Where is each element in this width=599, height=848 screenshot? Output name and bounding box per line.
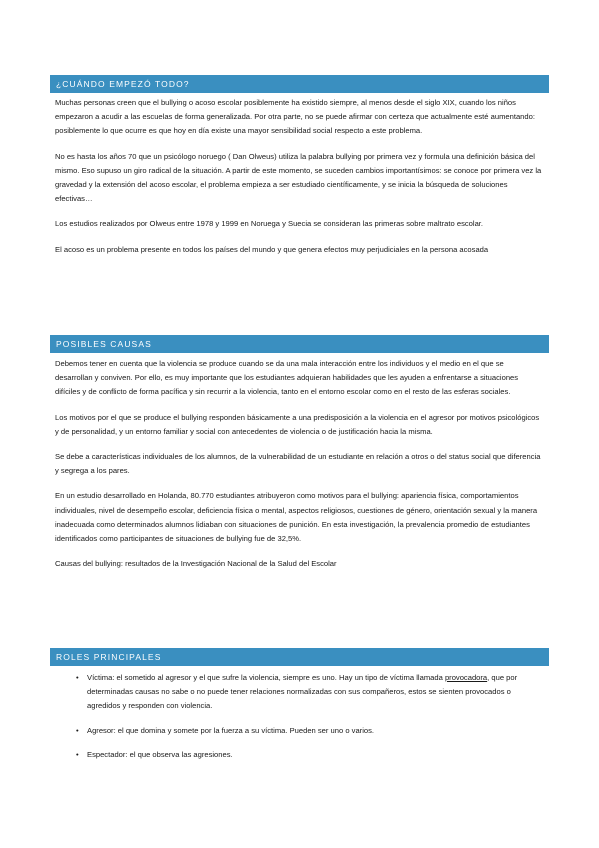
item-text: Espectador: el que observa las agresiones.: [87, 749, 233, 759]
list-item-espectador: [55, 748, 543, 762]
paragraph: Los motivos por el que se produce el bullying responden básicamente a una predisposición a la violencia en el agresor por motivos psicológicos y de personalidad, y un entorno familiar y social con antecedentes de violencia o de justificación hacia la misma.: [55, 412, 540, 436]
paragraph: No es hasta los años 70 que un psicólogo noruego ( Dan Olweus) utiliza la palabra bullying por primera vez y formula una definición básica del mismo. Eso supuso un giro radical de la situación. A partir de este momento, se suceden cambios importantísimos: se conoce por primera vez la gravedad y la extensión del acoso escolar, el problema empieza a ser estudiado científicamente, y se inicia la búsqueda de soluciones efectivas…: [55, 151, 542, 204]
paragraph: El acoso es un problema presente en todos los países del mundo y que genera efectos muy perjudiciales en la persona acosada: [55, 244, 489, 254]
section-title: ROLES PRINCIPALES: [56, 652, 162, 662]
section-header-posibles-causas: [50, 335, 549, 353]
bullet-icon: •: [76, 725, 79, 735]
section-body-roles-principales: [55, 671, 543, 772]
list-item-victima: [55, 671, 543, 714]
paragraph: En un estudio desarrollado en Holanda, 80.770 estudiantes atribuyeron como motivos para el bullying: apariencia física, comportamientos individuales, nivel de desempeño escolar, deficiencia física o mental, aspectos religiosos, cuestiones de género, orientación sexual y la manera inadecuada como determinados alumnos lidiaban con situaciones de punición. En esta investigación, la prevalencia promedio de estudiantes identificados como participantes de situaciones de bullying fue de 32,5%.: [55, 491, 538, 544]
section-header-roles-principales: [50, 648, 549, 666]
roles-list: [55, 671, 543, 762]
item-text: , que por determinadas causas no sabe o no puede tener relaciones normalizadas con sus compañeros, estos se sienten provocados o agredidos y responden con violencia.: [87, 673, 518, 711]
section-title: POSIBLES CAUSAS: [56, 339, 152, 349]
paragraph: Los estudios realizados por Olweus entre 1978 y 1999 en Noruega y Suecia se consideran las primeras sobre maltrato escolar.: [55, 219, 484, 229]
item-text: Agresor: el que domina y somete por la fuerza a su víctima. Pueden ser uno o varios.: [87, 725, 375, 735]
section-body-posibles-causas: [55, 357, 543, 571]
provocadora-link[interactable]: provocadora: [444, 673, 488, 682]
paragraph: Debemos tener en cuenta que la violencia se produce cuando se da una mala interacción entre los individuos y el medio en el que se desarrollan y conviven. Por ello, es muy importante que los estudiantes adquieran habilidades que les ayuden a enfrentarse a situaciones difíciles y de conflicto de forma pacífica y sin recurrir a la violencia, tanto en el entorno escolar como en el resto de las esferas sociales.: [55, 359, 519, 397]
paragraph: Muchas personas creen que el bullying o acoso escolar posiblemente ha existido siempre, al menos desde el siglo XIX, cuando los niños empezaron a acudir a las escuelas de forma generalizada. Por otra parte, no se puede afirmar con certeza que actualmente esté aumentando: posiblemente lo que ocurre es que hoy en día existe una mayor sensibilidad social respecto a este problema.: [55, 98, 535, 136]
list-item-agresor: [55, 724, 543, 738]
bullet-icon: •: [76, 749, 79, 759]
section-header-cuando-empezo: [50, 75, 549, 93]
item-text: Víctima: el sometido al agresor y el que sufre la violencia, siempre es uno. Hay un tipo de víctima llamada: [87, 673, 445, 682]
bullet-icon: •: [76, 673, 79, 682]
section-title: ¿CUÁNDO EMPEZÓ TODO?: [56, 79, 190, 89]
paragraph: Se debe a características individuales de los alumnos, de la vulnerabilidad de un estudiante en relación a otros o del status social que diferencia y segrega a los pares.: [55, 452, 541, 476]
section-body-cuando-empezo: [55, 96, 543, 257]
paragraph: Causas del bullying: resultados de la Investigación Nacional de la Salud del Escolar: [55, 559, 337, 569]
